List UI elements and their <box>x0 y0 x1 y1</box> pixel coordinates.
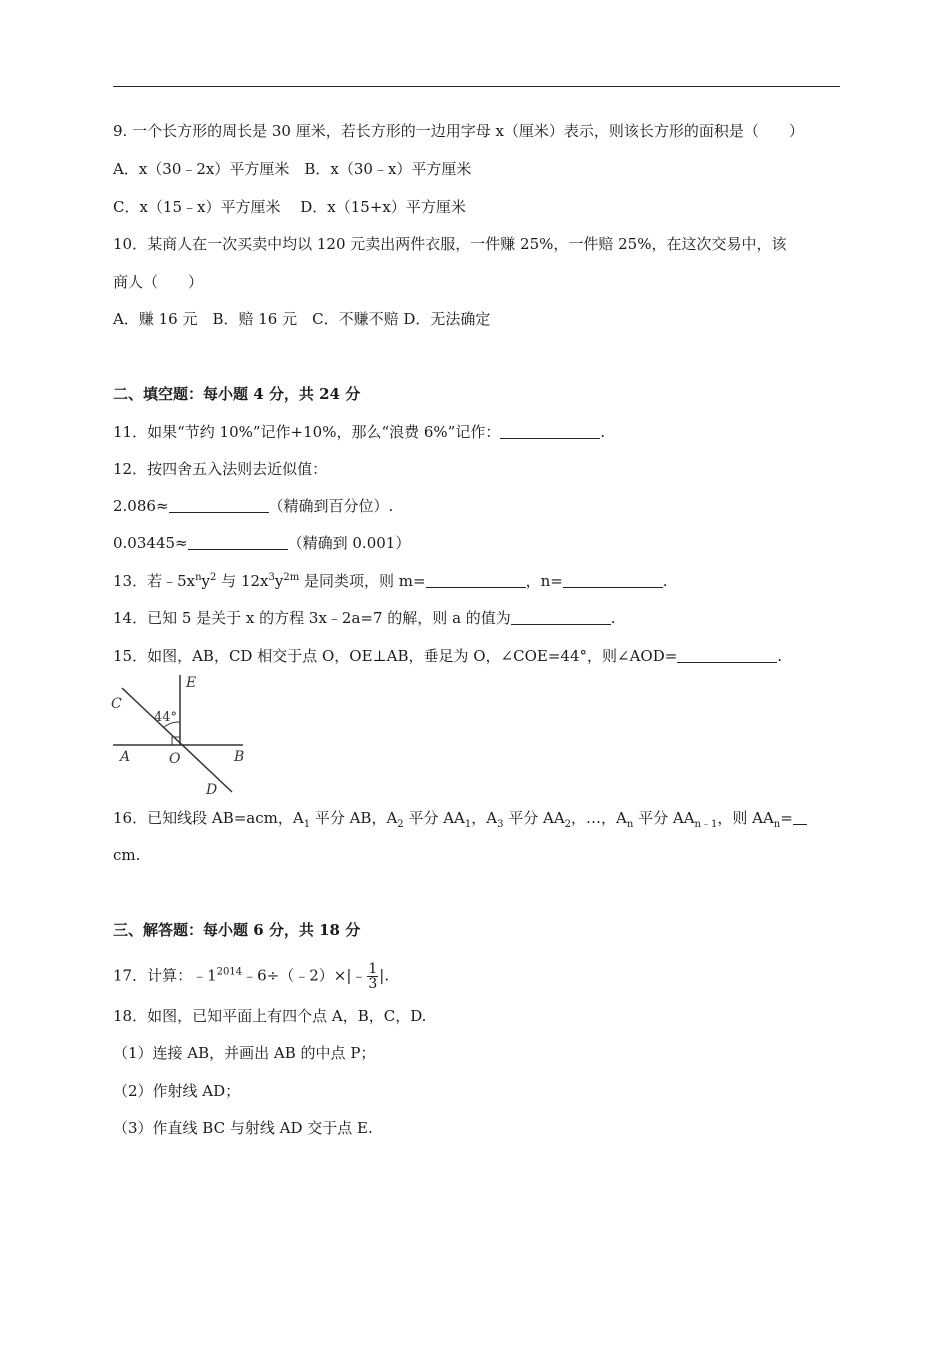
q15-answer-blank[interactable] <box>677 647 777 663</box>
q13 <box>113 571 668 591</box>
q12-part-a <box>113 496 393 516</box>
q17-exp: 2014 <box>216 966 243 978</box>
q16-part: 16．已知线段 AB=acm，A <box>113 809 304 827</box>
q12a-suffix: （精确到百分位）. <box>268 497 394 515</box>
q16-sub: 3 <box>497 819 504 830</box>
q11 <box>113 422 605 442</box>
q16-answer-blank[interactable] <box>793 809 807 825</box>
q17-part: 17．计算：﹣1 <box>113 966 217 985</box>
q18-step1: （1）连接 AB，并画出 AB 的中点 P； <box>113 1044 376 1062</box>
line-cd <box>122 688 232 792</box>
q12b-suffix: （精确到 0.001） <box>287 534 411 552</box>
q16-part: ，则 AA <box>717 809 774 827</box>
q16-part: ，…，A <box>571 809 627 827</box>
q13-exp: 2 <box>210 572 217 583</box>
label-angle: 44° <box>154 710 178 725</box>
q16-sub: n <box>626 819 634 830</box>
q16-part: = <box>780 809 793 827</box>
q10-stem-line1: 10．某商人在一次买卖中均以 120 元卖出两件衣服，一件赚 25%，一件赔 25%，在这次交易中，该 <box>113 235 787 253</box>
q13-exp: 2m <box>283 572 300 583</box>
q18-step3: （3）作直线 BC 与射线 AD 交于点 E. <box>113 1119 373 1137</box>
q13-m-blank[interactable] <box>426 572 526 588</box>
label-d: D <box>206 782 218 798</box>
q14-answer-blank[interactable] <box>511 609 611 625</box>
label-b: B <box>234 749 245 765</box>
label-e: E <box>186 675 197 691</box>
q14 <box>113 608 616 628</box>
q9-options-cd: C．x（15﹣x）平方厘米 D．x（15+x）平方厘米 <box>113 198 466 216</box>
q13-end: . <box>662 572 668 590</box>
q15-text: 15．如图，AB，CD 相交于点 O，OE⊥AB，垂足为 O，∠COE=44°，则∠AOD= <box>113 647 678 665</box>
q15 <box>113 646 782 666</box>
q16-sub: n <box>773 819 781 830</box>
q17-fraction <box>367 962 378 991</box>
q16-sub: 2 <box>397 819 404 830</box>
q14-text: 14．已知 5 是关于 x 的方程 3x﹣2a=7 的解，则 a 的值为 <box>113 609 511 627</box>
q10-stem-line2: 商人（ ） <box>113 273 204 291</box>
q16-part: 平分 AA <box>633 809 695 827</box>
q13-part: 与 12x <box>216 572 269 590</box>
fraction-denominator: 3 <box>368 976 378 992</box>
q13-exp: 3 <box>268 572 275 583</box>
q13-part: ，n= <box>525 572 563 590</box>
q15-figure <box>108 670 248 800</box>
q16-sub: 2 <box>564 819 572 830</box>
q9-stem: 9. 一个长方形的周长是 30 厘米，若长方形的一边用字母 x（厘米）表示，则该长方形的面积是（ ） <box>113 122 804 140</box>
q18-step2: （2）作射线 AD； <box>113 1082 241 1100</box>
q10-options: A．赚 16 元 B．赔 16 元 C．不赚不赔 D．无法确定 <box>113 310 491 328</box>
q16-part: 平分 AA <box>403 809 465 827</box>
section3-title: 三、解答题：每小题 6 分，共 18 分 <box>113 921 361 939</box>
q14-end: . <box>610 609 616 627</box>
q13-part: y <box>201 572 211 590</box>
label-c: C <box>111 696 122 712</box>
q18-stem: 18．如图，已知平面上有四个点 A，B，C，D. <box>113 1007 427 1025</box>
q16-part: 平分 AB，A <box>310 809 398 827</box>
label-o: O <box>169 751 181 767</box>
q17 <box>113 962 389 991</box>
q13-n-blank[interactable] <box>563 572 663 588</box>
q12a-answer-blank[interactable] <box>169 497 269 513</box>
q16-sub: 1 <box>303 819 311 830</box>
q11-answer-blank[interactable] <box>500 423 600 439</box>
q12b-answer-blank[interactable] <box>188 534 288 550</box>
q13-part: y <box>274 572 284 590</box>
q15-end: . <box>777 647 783 665</box>
q12a-prefix: 2.086≈ <box>113 497 169 515</box>
q16-part: 平分 AA <box>503 809 565 827</box>
q13-part: 是同类项，则 m= <box>299 572 426 590</box>
q11-end: . <box>600 423 606 441</box>
q16-part: ，A <box>471 809 498 827</box>
section2-title: 二、填空题：每小题 4 分，共 24 分 <box>113 385 361 403</box>
header-rule <box>113 86 840 87</box>
label-a: A <box>120 749 131 765</box>
fraction-numerator: 1 <box>368 961 378 977</box>
q11-text: 11．如果“节约 10%”记作+10%，那么“浪费 6%”记作： <box>113 423 501 441</box>
q12-part-b <box>113 533 410 553</box>
q16-line2: cm. <box>113 846 141 864</box>
q16-line1 <box>113 808 807 828</box>
q16-sub: n﹣1 <box>694 819 718 830</box>
q12b-prefix: 0.03445≈ <box>113 534 188 552</box>
q17-end: |. <box>379 966 390 985</box>
q13-part: 13．若﹣5x <box>113 572 196 590</box>
q9-options-ab: A．x（30﹣2x）平方厘米 B．x（30﹣x）平方厘米 <box>113 160 472 178</box>
q16-sub: 1 <box>464 819 472 830</box>
q13-exp: n <box>195 572 202 583</box>
q12-stem: 12．按四舍五入法则去近似值： <box>113 460 328 478</box>
q17-part: ﹣6÷（﹣2）×|﹣ <box>242 966 367 985</box>
